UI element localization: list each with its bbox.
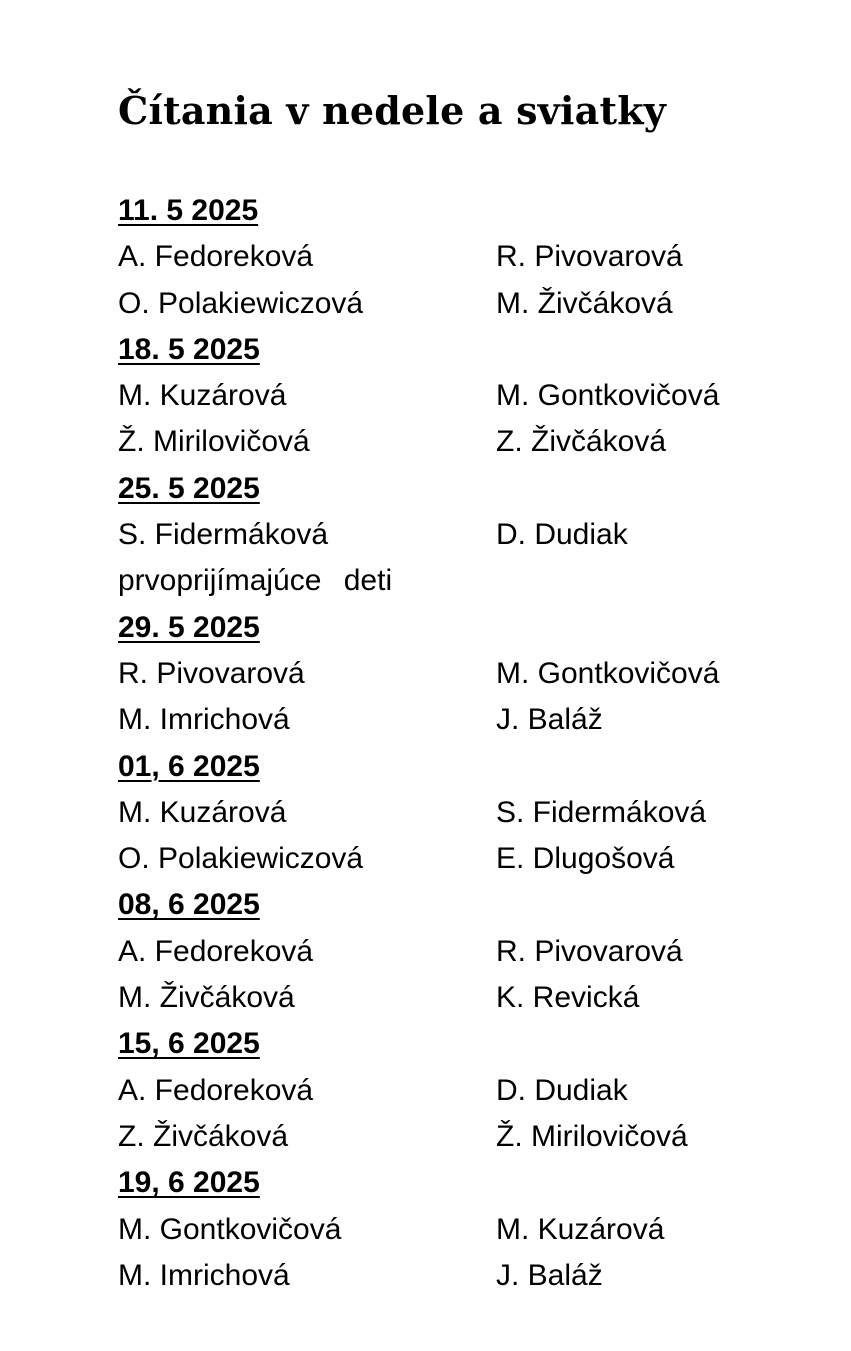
reader-row <box>118 1253 818 1299</box>
reader-left: M. Gontkovičová <box>118 1212 342 1246</box>
reader-right: Z. Živčáková <box>496 425 667 459</box>
reader-right: M. Živčáková <box>496 286 673 320</box>
reader-right: K. Revická <box>496 981 640 1015</box>
reader-row <box>118 234 818 280</box>
reader-row <box>118 790 818 836</box>
reader-row <box>118 373 818 419</box>
reader-left: Z. Živčáková <box>118 1119 289 1153</box>
reader-left: O. Polakiewiczová <box>118 286 364 320</box>
date-label: 25. 5 2025 <box>118 471 260 505</box>
reader-left: A. Fedoreková <box>118 240 314 274</box>
reader-right: J. Baláž <box>496 1258 603 1292</box>
reader-right: D. Dudiak <box>496 518 628 552</box>
reader-left: M. Imrichová <box>118 703 290 737</box>
reader-left: M. Živčáková <box>118 981 295 1015</box>
reader-row <box>118 975 818 1021</box>
reader-right: M. Gontkovičová <box>496 656 720 690</box>
date-heading <box>118 327 818 373</box>
reader-right: E. Dlugošová <box>496 842 675 876</box>
reader-left: M. Imrichová <box>118 1258 290 1292</box>
reader-left: A. Fedoreková <box>118 934 314 968</box>
date-heading <box>118 466 818 512</box>
date-heading <box>118 744 818 790</box>
date-heading <box>118 605 818 651</box>
reader-row <box>118 697 818 743</box>
date-label: 01, 6 2025 <box>118 749 260 783</box>
reader-left: A. Fedoreková <box>118 1073 314 1107</box>
reader-row <box>118 512 818 558</box>
reader-left: S. Fidermáková <box>118 518 329 552</box>
date-heading <box>118 882 818 928</box>
reader-right: R. Pivovarová <box>496 240 683 274</box>
date-label: 29. 5 2025 <box>118 610 260 644</box>
reader-left: M. Kuzárová <box>118 795 287 829</box>
date-heading <box>118 188 818 234</box>
reader-row <box>118 558 818 604</box>
reader-right: M. Kuzárová <box>496 1212 665 1246</box>
reader-row <box>118 1114 818 1160</box>
date-label: 11. 5 2025 <box>118 194 259 227</box>
reader-right: S. Fidermáková <box>496 795 707 829</box>
reader-right: R. Pivovarová <box>496 934 683 968</box>
reader-left: M. Kuzárová <box>118 379 287 413</box>
date-label: 19, 6 2025 <box>118 1166 260 1200</box>
document-title: Čítania v nedele a sviatky <box>118 88 667 133</box>
reader-row <box>118 651 818 697</box>
reader-left: Ž. Mirilovičová <box>118 425 310 459</box>
date-label: 18. 5 2025 <box>118 332 260 366</box>
reader-right: D. Dudiak <box>496 1073 628 1107</box>
reader-left: O. Polakiewiczová <box>118 842 364 876</box>
reader-row <box>118 836 818 882</box>
reading-schedule <box>118 188 818 1299</box>
reader-left: prvoprijímajúce deti <box>118 564 393 598</box>
reader-row <box>118 1068 818 1114</box>
reader-right: J. Baláž <box>496 703 603 737</box>
reader-row <box>118 1207 818 1253</box>
reader-row <box>118 929 818 975</box>
date-heading <box>118 1160 818 1206</box>
reader-right: M. Gontkovičová <box>496 379 720 413</box>
reader-row <box>118 419 818 465</box>
date-label: 15, 6 2025 <box>118 1027 260 1061</box>
reader-right: Ž. Mirilovičová <box>496 1119 688 1153</box>
reader-row <box>118 281 818 327</box>
date-label: 08, 6 2025 <box>118 888 260 922</box>
reader-left: R. Pivovarová <box>118 656 305 690</box>
date-heading <box>118 1021 818 1067</box>
